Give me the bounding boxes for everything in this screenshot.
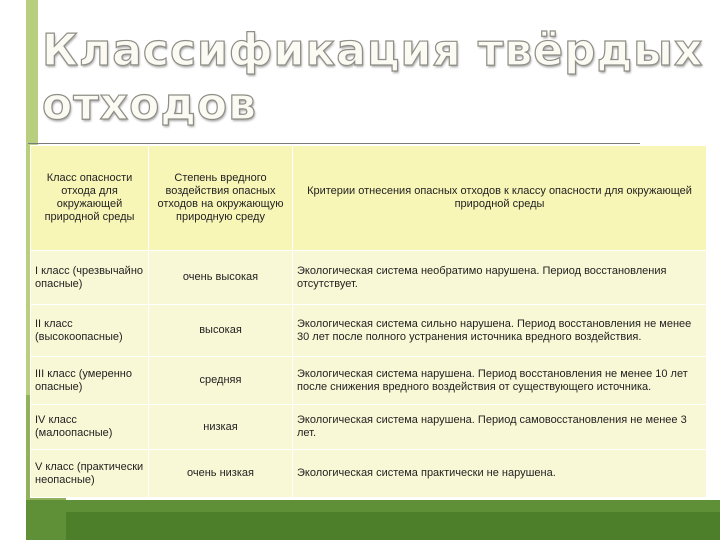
cell-class: IV класс (малоопасные) [31, 405, 149, 450]
table-row [31, 405, 707, 450]
header-hazard-class: Класс опасности отхода для окружающей природной среды [31, 146, 149, 251]
cell-degree: очень высокая [149, 251, 293, 305]
slide-title: Классификация твёрдых отходов [42, 25, 704, 130]
cell-criteria: Экологическая система необратимо нарушена. Период восстановления отсутствует. [293, 251, 707, 305]
header-criteria: Критерии отнесения опасных отходов к классу опасности для окружающей природной среды [293, 146, 707, 251]
cell-degree: средняя [149, 357, 293, 405]
cell-criteria: Экологическая система сильно нарушена. Период восстановления не менее 30 лет после полного устранения источника вредного воздействия. [293, 305, 707, 357]
title-divider [28, 143, 640, 144]
cell-class: I класс (чрезвычайно опасные) [31, 251, 149, 305]
cell-degree: низкая [149, 405, 293, 450]
waste-classification-table [30, 145, 707, 498]
cell-criteria: Экологическая система практически не нарушена. [293, 450, 707, 498]
cell-criteria: Экологическая система нарушена. Период самовосстановления не менее 3 лет. [293, 405, 707, 450]
header-impact-degree: Степень вредного воздействия опасных отходов на окружающую природную среду [149, 146, 293, 251]
table-row [31, 305, 707, 357]
cell-criteria: Экологическая система нарушена. Период восстановления не менее 10 лет после снижения вредного воздействия от существующего источника. [293, 357, 707, 405]
cell-class: II класс (высокоопасные) [31, 305, 149, 357]
decor-stripe-bottom-dark [66, 512, 720, 540]
cell-class: III класс (умеренно опасные) [31, 357, 149, 405]
cell-class: V класс (практически неопасные) [31, 450, 149, 498]
cell-degree: очень низкая [149, 450, 293, 498]
table-row [31, 251, 707, 305]
cell-degree: высокая [149, 305, 293, 357]
table-header-row [31, 146, 707, 251]
table-row [31, 450, 707, 498]
table-row [31, 357, 707, 405]
